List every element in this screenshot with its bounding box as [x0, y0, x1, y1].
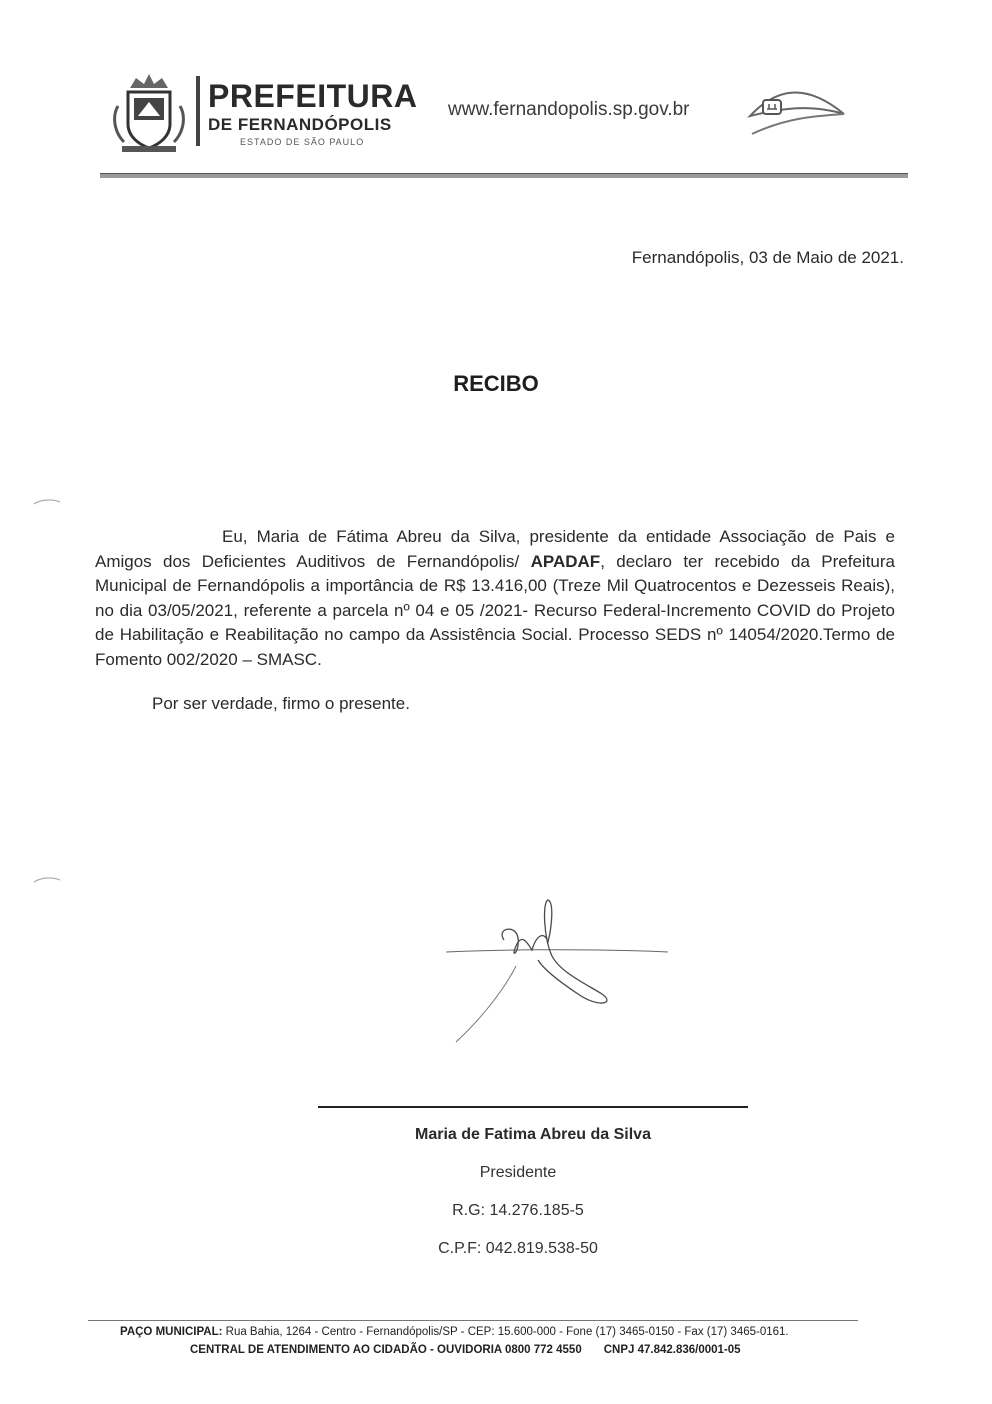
receipt-body — [95, 525, 895, 673]
punch-hole-mark — [32, 876, 62, 884]
brand-divider — [196, 76, 200, 146]
receipt-body-part2: , declaro ter recebido da Prefeitura Municipal de Fernandópolis a importância de R$ 13.416,00 (Treze Mil Quatrocentos e Dezesseis Reais), no dia 03/05/2021, referente a parcela nº 04 e 05 /2021- Recurso Federal-Incremento COVID do Projeto de Habilitação e Reabilitação no campo da Assistência Social. Processo SEDS nº 14054/2020.Termo de Fomento 002/2020 – SMASC. — [95, 551, 895, 669]
header-divider — [100, 173, 908, 178]
signer-name: Maria de Fatima Abreu da Silva — [415, 1126, 651, 1143]
closing-statement: Por ser verdade, firmo o presente. — [152, 694, 410, 713]
signer-cpf: C.P.F: 042.819.538-50 — [438, 1240, 598, 1257]
footer-ombudsman: CENTRAL DE ATENDIMENTO AO CIDADÃO - OUVIDORIA 0800 772 4550 — [190, 1344, 582, 1356]
brand-title: PREFEITURA — [208, 78, 418, 114]
footer-divider — [88, 1320, 858, 1321]
document-date: Fernandópolis, 03 de Maio de 2021. — [631, 248, 904, 267]
footer-address-label: PAÇO MUNICIPAL: — [120, 1326, 223, 1338]
brand-state: ESTADO DE SÃO PAULO — [240, 137, 365, 147]
signature-line — [318, 1106, 748, 1108]
signer-rg: R.G: 14.276.185-5 — [452, 1202, 584, 1219]
coat-of-arms-icon — [110, 66, 188, 154]
handwritten-signature — [420, 880, 680, 1050]
entity-acronym: APADAF — [530, 551, 601, 571]
footer-address-text: Rua Bahia, 1264 - Centro - Fernandópolis/SP - CEP: 15.600-000 - Fone (17) 3465-0150 - Fax (17) 3465-0161. — [222, 1326, 789, 1338]
receipt-body-part1: Eu, Maria de Fátima Abreu da Silva, presidente da entidade Associação de Pais e Amigos dos Deficientes Auditivos de Fernandópolis/ — [95, 527, 895, 571]
signer-role: Presidente — [479, 1164, 557, 1181]
footer-cnpj: CNPJ 47.842.836/0001-05 — [603, 1344, 741, 1356]
footer-contact — [190, 1344, 741, 1356]
website-link[interactable]: www.fernandopolis.sp.gov.br — [448, 99, 690, 120]
arrow-emblem-icon — [740, 74, 850, 144]
footer-address — [120, 1326, 789, 1338]
document-title: RECIBO — [453, 371, 539, 396]
letterhead — [100, 62, 908, 174]
punch-hole-mark — [32, 498, 62, 506]
brand-subtitle: DE FERNANDÓPOLIS — [208, 115, 392, 134]
